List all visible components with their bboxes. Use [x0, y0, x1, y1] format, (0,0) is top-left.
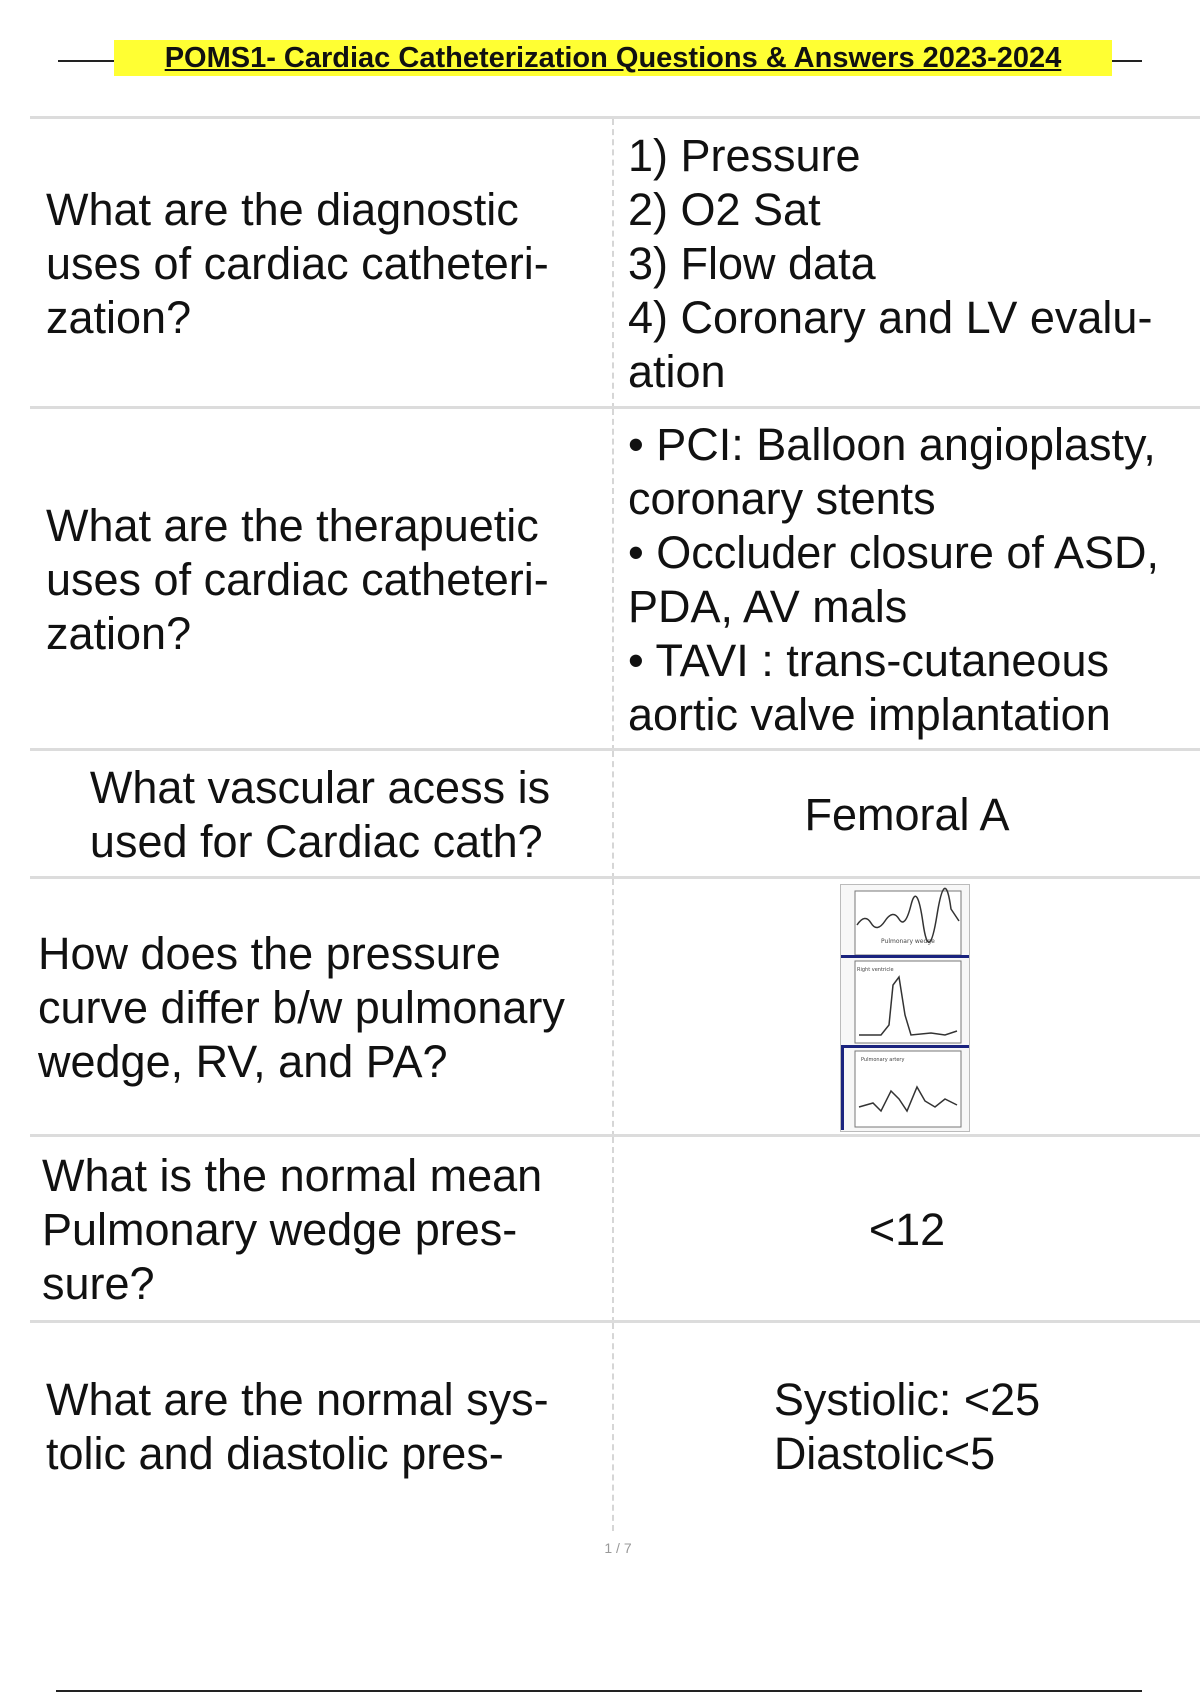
question-line: How does the pressure	[38, 928, 501, 979]
question-line: What is the normal mean	[42, 1150, 543, 1201]
answer-line: • TAVI : trans-cutaneous	[628, 635, 1109, 686]
answer-line: 4) Coronary and LV evalu-	[628, 292, 1153, 343]
answer-line: ation	[628, 346, 726, 397]
answer-cell	[612, 1137, 1200, 1323]
qa-row	[30, 1134, 1200, 1323]
answer-line: Diastolic<5	[773, 1428, 996, 1479]
question-cell	[30, 1323, 610, 1531]
page-title: POMS1- Cardiac Catheterization Questions & Answers 2023-2024	[114, 40, 1112, 76]
answer-line: 2) O2 Sat	[628, 184, 821, 235]
answer-line: Femoral A	[804, 789, 1010, 840]
answer-line: coronary stents	[628, 473, 936, 524]
qa-row	[30, 116, 1200, 409]
answer-cell	[612, 751, 1200, 879]
answer-line: 3) Flow data	[628, 238, 876, 289]
header-rule-left	[58, 60, 114, 62]
question-line: zation?	[46, 292, 192, 343]
question-line: Pulmonary wedge pres-	[42, 1204, 518, 1255]
question-line: used for Cardiac cath?	[89, 816, 543, 867]
question-line: uses of cardiac catheteri-	[46, 554, 549, 605]
answer-line: <12	[868, 1204, 946, 1255]
pressure-curve-image	[841, 885, 969, 1131]
question-line: What vascular acess is	[89, 762, 551, 813]
question-line: uses of cardiac catheteri-	[46, 238, 549, 289]
question-line: curve differ b/w pulmonary	[38, 982, 565, 1033]
question-cell	[30, 1137, 610, 1323]
qa-row	[30, 406, 1200, 751]
question-line: What are the therapuetic	[46, 500, 539, 551]
question-line: tolic and diastolic pres-	[46, 1428, 504, 1479]
question-line: zation?	[46, 608, 192, 659]
answer-cell	[612, 1323, 1200, 1531]
answer-line: Systiolic: <25	[773, 1374, 1041, 1425]
question-line: What are the diagnostic	[46, 184, 519, 235]
answer-line: 1) Pressure	[628, 130, 861, 181]
panel-label-pa: Pulmonary artery	[861, 1057, 905, 1063]
question-cell	[30, 409, 610, 751]
page-number: 1 / 7	[604, 1540, 632, 1556]
question-line: sure?	[42, 1258, 155, 1309]
answer-cell	[612, 119, 1200, 409]
question-line: wedge, RV, and PA?	[38, 1036, 448, 1087]
footer-rule	[56, 1690, 1142, 1692]
question-cell	[30, 751, 610, 879]
qa-row	[30, 1320, 1200, 1531]
answer-line: PDA, AV mals	[628, 581, 908, 632]
answer-cell	[612, 409, 1200, 751]
question-cell	[30, 879, 610, 1137]
panel-label-wedge: Pulmonary wedge	[881, 938, 935, 945]
answer-line: • PCI: Balloon angioplasty,	[628, 419, 1156, 470]
panel-label-rv: Right ventricle	[857, 967, 894, 973]
pressure-curve-figure	[840, 884, 970, 1132]
answer-line: aortic valve implantation	[628, 689, 1111, 740]
qa-row	[30, 748, 1200, 879]
question-line: What are the normal sys-	[46, 1374, 549, 1425]
question-cell	[30, 119, 610, 409]
answer-line: • Occluder closure of ASD,	[628, 527, 1159, 578]
header-rule-right	[1112, 60, 1142, 62]
qa-row	[30, 876, 1200, 1137]
